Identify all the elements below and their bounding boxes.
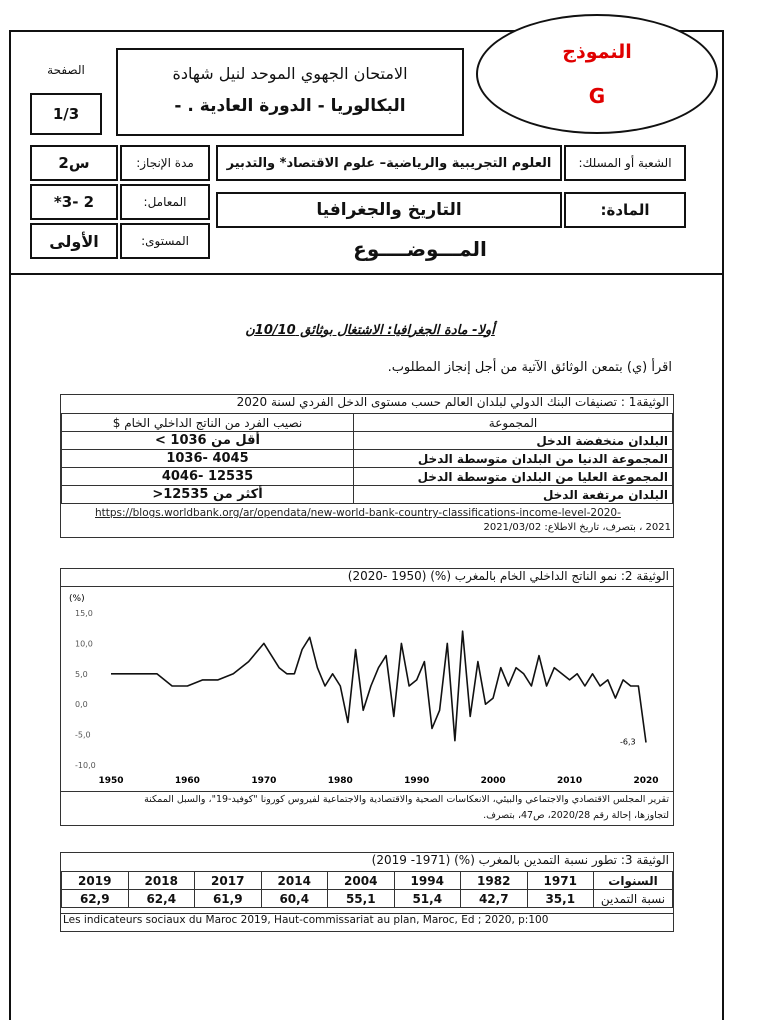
doc3-table — [61, 871, 673, 908]
doc3-rate-label: نسبة التمدين — [594, 890, 673, 908]
y-tick-label: 10,0 — [75, 639, 93, 649]
doc1-group-cell: المجموعة العليا من البلدان متوسطة الدخل — [354, 468, 673, 486]
doc3-year-cell: 2014 — [261, 872, 328, 890]
doc3-year-cell: 1994 — [394, 872, 461, 890]
model-label: النموذج — [562, 41, 632, 63]
table-row — [62, 468, 673, 486]
doc1-header-row — [62, 414, 673, 432]
doc1-group-cell: المجموعة الدنيا من البلدان متوسطة الدخل — [354, 450, 673, 468]
doc1-group-cell: البلدان مرتفعة الدخل — [354, 486, 673, 504]
doc1-source-url[interactable]: https://blogs.worldbank.org/ar/opendata/new-world-bank-country-classifications-income-level-2020- — [95, 507, 621, 519]
x-tick-label: 2020 — [633, 776, 659, 786]
section-title: أولا- مادة الجغرافيا: الاشتغال بوثائق 10/10ن — [245, 322, 495, 338]
doc3-rate-cell: 42,7 — [461, 890, 528, 908]
doc1-container — [60, 394, 674, 538]
gdp-growth-line — [111, 631, 646, 742]
x-tick-label: 1950 — [98, 776, 124, 786]
table-row — [62, 890, 673, 908]
doc1-title: الوثيقة1 : تصنيفات البنك الدولي لبلدان العالم حسب مستوى الدخل الفردي لسنة 2020 — [236, 395, 669, 409]
y-tick-label: 15,0 — [75, 609, 93, 618]
x-tick-label: 1990 — [404, 776, 430, 786]
model-letter: G — [588, 84, 606, 108]
doc2-source-line-2: لتجاوزها، إحالة رقم 2020/28، ص47، بتصرف. — [483, 810, 669, 821]
subject-value: التاريخ والجغرافيا — [216, 192, 562, 228]
coefficient-label: المعامل: — [120, 184, 210, 220]
doc3-year-cell: 2018 — [128, 872, 195, 890]
doc1-col-share: نصيب الفرد من الناتج الداخلي الخام $ — [62, 414, 354, 432]
doc1-col-group: المجموعة — [354, 414, 673, 432]
subject-label: المادة: — [564, 192, 686, 228]
x-tick-label: 1980 — [327, 776, 353, 786]
exam-title-box — [116, 48, 464, 136]
doc2-title: الوثيقة 2: نمو الناتج الداخلي الخام بالمغرب (%) (1950 -2020) — [61, 569, 673, 587]
x-tick-label: 1970 — [251, 776, 277, 786]
doc1-share-cell: أكثر من 12535< — [62, 486, 354, 504]
doc3-year-cell: 1971 — [527, 872, 594, 890]
level-value: الأولى — [30, 223, 118, 259]
doc1-share-cell: 12535 -4046 — [62, 468, 354, 486]
level-label: المستوى: — [120, 223, 210, 259]
doc2-source-line-1: تقرير المجلس الاقتصادي والاجتماعي والبيئي، الانعكاسات الصحية والاقتصادية والاجتماعية لفيروس كورونا "كوفيد-19"، والسبل الممكنة — [144, 794, 669, 805]
doc3-year-cell: 2017 — [195, 872, 262, 890]
doc3-source: Les indicateurs sociaux du Maroc 2019, Haut-commissariat au plan, Maroc, Ed ; 2020, p:100 — [61, 913, 673, 931]
doc3-year-cell: 2019 — [62, 872, 129, 890]
topic-title: المـــوضــــوع — [353, 237, 487, 261]
doc3-title: الوثيقة 3: تطور نسبة التمدين بالمغرب (%) (1971- 2019) — [371, 853, 669, 867]
doc3-year-cell: 1982 — [461, 872, 528, 890]
doc3-rate-cell: 62,9 — [62, 890, 129, 908]
doc3-rate-cell: 60,4 — [261, 890, 328, 908]
duration-label: مدة الإنجاز: — [120, 145, 210, 181]
doc3-rate-cell: 51,4 — [394, 890, 461, 908]
doc2-container — [60, 568, 674, 826]
page-number: 1/3 — [30, 93, 102, 135]
exam-title-line-2: البكالوريا - الدورة العادية . - — [174, 96, 406, 116]
table-row — [62, 486, 673, 504]
branch-label: الشعبة أو المسلك: — [564, 145, 686, 181]
doc3-container — [60, 852, 674, 932]
coefficient-value: *3- 2 — [30, 184, 118, 220]
doc1-source-date: 2021 ، بتصرف، تاريخ الاطلاع: 2021/03/02 — [483, 522, 671, 533]
y-tick-label: -5,0 — [75, 730, 91, 740]
y-tick-label: -10,0 — [75, 761, 96, 770]
branch-value: العلوم التجريبية والرياضية– علوم الاقتصاد* والتدبير — [216, 145, 562, 181]
x-tick-label: 2000 — [480, 776, 506, 786]
model-oval — [476, 14, 718, 134]
y-axis-label: (%) — [69, 594, 85, 604]
doc3-years-label: السنوات — [594, 872, 673, 890]
doc3-rate-cell: 61,9 — [195, 890, 262, 908]
doc1-share-cell: أقل من 1036 > — [62, 432, 354, 450]
table-row — [62, 450, 673, 468]
table-row — [62, 872, 673, 890]
doc3-rate-cell: 62,4 — [128, 890, 195, 908]
gdp-growth-chart — [61, 587, 673, 791]
instruction: اقرأ (ي) بتمعن الوثائق الآتية من أجل إنجاز المطلوب. — [387, 360, 672, 375]
exam-title-line-1: الامتحان الجهوي الموحد لنيل شهادة — [172, 63, 408, 83]
doc1-table — [61, 413, 673, 504]
doc3-rate-cell: 55,1 — [328, 890, 395, 908]
doc1-share-cell: 4045 -1036 — [62, 450, 354, 468]
table-row — [62, 432, 673, 450]
x-tick-label: 2010 — [557, 776, 583, 786]
x-tick-label: 1960 — [174, 776, 200, 786]
last-value-annotation: -6,3 — [620, 737, 636, 747]
doc3-year-cell: 2004 — [328, 872, 395, 890]
duration-value: 2س — [30, 145, 118, 181]
y-tick-label: 5,0 — [75, 669, 88, 679]
page-label: الصفحة — [47, 63, 85, 77]
y-tick-label: 0,0 — [75, 700, 88, 710]
doc3-rate-cell: 35,1 — [527, 890, 594, 908]
doc1-group-cell: البلدان منخفضة الدخل — [354, 432, 673, 450]
doc2-source — [61, 791, 673, 825]
